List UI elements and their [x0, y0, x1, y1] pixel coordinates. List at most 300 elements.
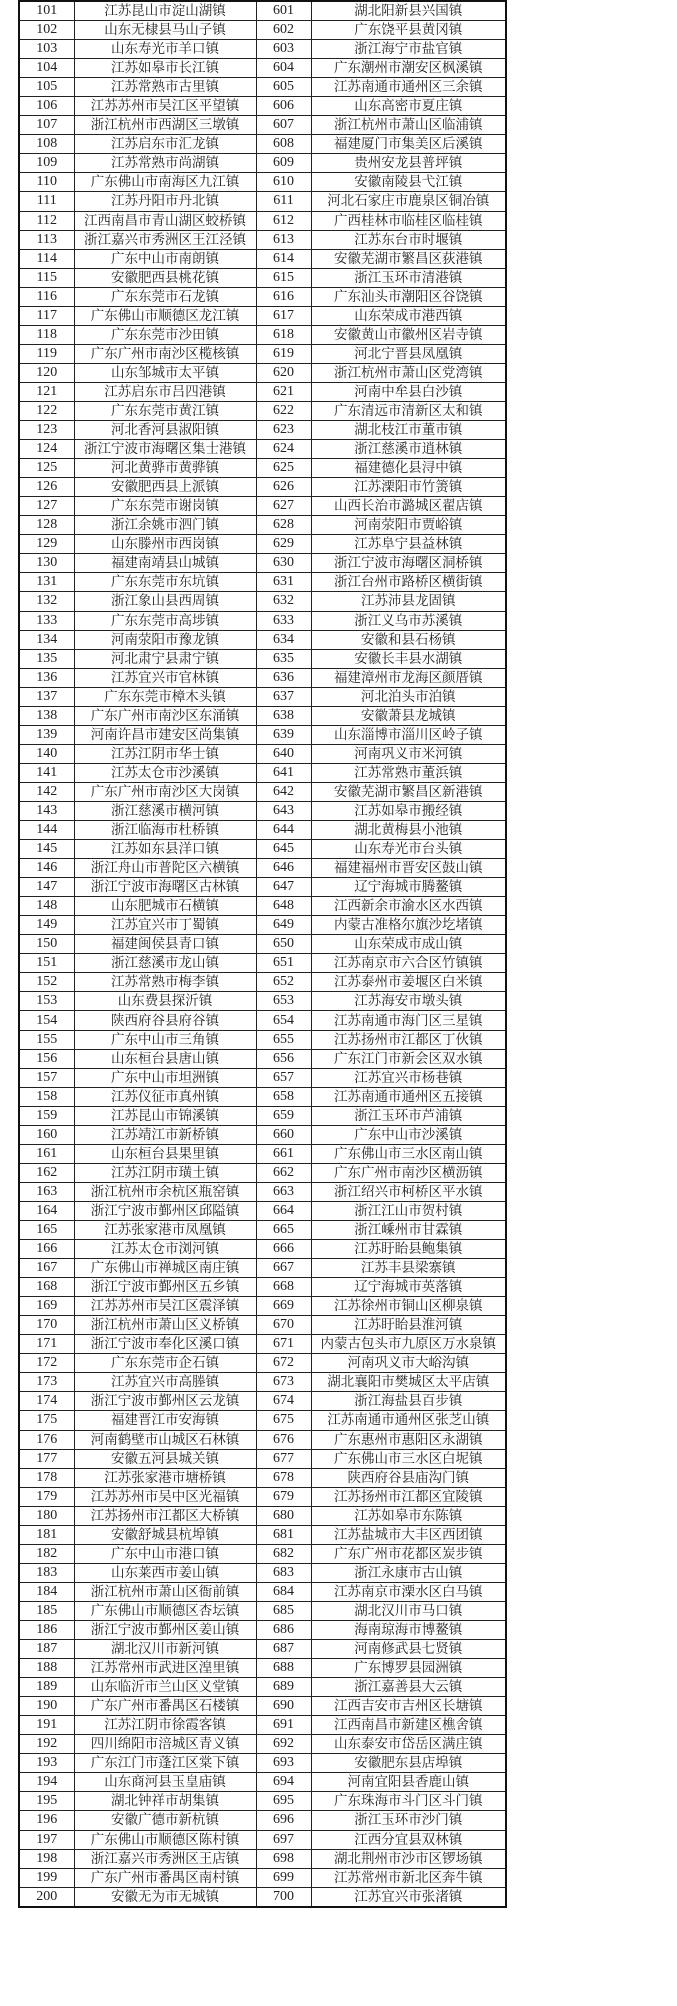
town-name-left: 浙江宁波市鄞州区姜山镇	[74, 1620, 256, 1639]
table-row	[19, 40, 506, 59]
town-name-right: 河南巩义市大峪沟镇	[311, 1354, 506, 1373]
table-row	[19, 1582, 506, 1601]
town-name-left: 江苏如皋市长江镇	[74, 59, 256, 78]
rank-left: 155	[19, 1030, 74, 1049]
town-ranking-table	[18, 0, 507, 1908]
table-row	[19, 1, 506, 21]
town-name-right: 浙江玉环市沙门镇	[311, 1811, 506, 1830]
town-name-right: 安徽芜湖市繁昌区荻港镇	[311, 249, 506, 268]
town-name-right: 河南宜阳县香鹿山镇	[311, 1773, 506, 1792]
rank-left: 132	[19, 592, 74, 611]
town-name-left: 河北香河县淑阳镇	[74, 421, 256, 440]
rank-left: 184	[19, 1582, 74, 1601]
rank-right: 675	[256, 1411, 311, 1430]
table-row	[19, 116, 506, 135]
town-name-left: 江苏扬州市江都区大桥镇	[74, 1506, 256, 1525]
town-name-left: 江苏张家港市凤凰镇	[74, 1221, 256, 1240]
rank-left: 193	[19, 1754, 74, 1773]
town-name-left: 广东佛山市南海区九江镇	[74, 173, 256, 192]
rank-left: 130	[19, 554, 74, 573]
rank-left: 111	[19, 192, 74, 211]
town-name-right: 安徽和县石杨镇	[311, 630, 506, 649]
town-name-left: 广东广州市番禺区南村镇	[74, 1868, 256, 1887]
town-name-right: 广东珠海市斗门区斗门镇	[311, 1792, 506, 1811]
rank-right: 692	[256, 1735, 311, 1754]
table-row	[19, 1373, 506, 1392]
town-name-left: 浙江杭州市萧山区衙前镇	[74, 1582, 256, 1601]
rank-left: 198	[19, 1849, 74, 1868]
rank-left: 168	[19, 1278, 74, 1297]
table-row	[19, 630, 506, 649]
rank-left: 176	[19, 1430, 74, 1449]
rank-left: 161	[19, 1144, 74, 1163]
rank-left: 174	[19, 1392, 74, 1411]
town-name-left: 浙江宁波市海曙区集士港镇	[74, 440, 256, 459]
town-name-right: 广东中山市沙溪镇	[311, 1125, 506, 1144]
town-name-left: 广东中山市坦洲镇	[74, 1068, 256, 1087]
rank-right: 663	[256, 1182, 311, 1201]
town-name-right: 江苏南通市通州区张芝山镇	[311, 1411, 506, 1430]
table-row	[19, 1240, 506, 1259]
town-name-left: 广东江门市蓬江区棠下镇	[74, 1754, 256, 1773]
rank-right: 688	[256, 1659, 311, 1678]
town-name-left: 浙江宁波市奉化区溪口镇	[74, 1335, 256, 1354]
rank-left: 101	[19, 1, 74, 21]
town-name-left: 安徽肥西县上派镇	[74, 478, 256, 497]
rank-right: 635	[256, 649, 311, 668]
town-name-left: 浙江嘉兴市秀洲区王店镇	[74, 1849, 256, 1868]
rank-right: 646	[256, 859, 311, 878]
rank-right: 655	[256, 1030, 311, 1049]
rank-left: 143	[19, 801, 74, 820]
rank-right: 619	[256, 344, 311, 363]
town-name-right: 浙江杭州市萧山区党湾镇	[311, 363, 506, 382]
town-name-left: 河北肃宁县肃宁镇	[74, 649, 256, 668]
town-name-left: 山东肥城市石横镇	[74, 897, 256, 916]
rank-right: 696	[256, 1811, 311, 1830]
rank-left: 194	[19, 1773, 74, 1792]
rank-left: 121	[19, 382, 74, 401]
town-name-right: 河南中牟县白沙镇	[311, 382, 506, 401]
rank-right: 622	[256, 401, 311, 420]
town-name-right: 河南荥阳市贾峪镇	[311, 516, 506, 535]
table-row	[19, 497, 506, 516]
rank-right: 632	[256, 592, 311, 611]
table-row	[19, 897, 506, 916]
rank-right: 672	[256, 1354, 311, 1373]
town-name-left: 江苏昆山市淀山湖镇	[74, 1, 256, 21]
table-row	[19, 859, 506, 878]
town-name-right: 河北宁晋县凤凰镇	[311, 344, 506, 363]
town-name-left: 河南许昌市建安区尚集镇	[74, 725, 256, 744]
rank-right: 700	[256, 1887, 311, 1907]
rank-right: 686	[256, 1620, 311, 1639]
town-name-left: 广东佛山市顺德区陈村镇	[74, 1830, 256, 1849]
town-name-right: 浙江嘉善县大云镇	[311, 1678, 506, 1697]
table-row	[19, 1297, 506, 1316]
rank-right: 614	[256, 249, 311, 268]
rank-left: 108	[19, 135, 74, 154]
table-row	[19, 421, 506, 440]
rank-left: 120	[19, 363, 74, 382]
table-row	[19, 440, 506, 459]
town-name-right: 广东广州市花都区炭步镇	[311, 1544, 506, 1563]
rank-left: 123	[19, 421, 74, 440]
rank-left: 144	[19, 821, 74, 840]
rank-right: 654	[256, 1011, 311, 1030]
rank-left: 107	[19, 116, 74, 135]
rank-right: 628	[256, 516, 311, 535]
town-name-right: 广东江门市新会区双水镇	[311, 1049, 506, 1068]
town-name-left: 江苏江阴市徐霞客镇	[74, 1716, 256, 1735]
town-name-left: 江苏昆山市锦溪镇	[74, 1106, 256, 1125]
rank-left: 158	[19, 1087, 74, 1106]
town-name-left: 山东滕州市西岗镇	[74, 535, 256, 554]
town-name-right: 江苏常州市新北区奔牛镇	[311, 1868, 506, 1887]
town-name-right: 江苏泰州市姜堰区白米镇	[311, 973, 506, 992]
rank-right: 644	[256, 821, 311, 840]
rank-left: 191	[19, 1716, 74, 1735]
table-row	[19, 344, 506, 363]
rank-right: 601	[256, 1, 311, 21]
table-row	[19, 1354, 506, 1373]
rank-left: 129	[19, 535, 74, 554]
town-name-right: 浙江玉环市清港镇	[311, 268, 506, 287]
table-row	[19, 821, 506, 840]
town-name-left: 山东无棣县马山子镇	[74, 21, 256, 40]
town-name-right: 浙江海宁市盐官镇	[311, 40, 506, 59]
table-row	[19, 1754, 506, 1773]
rank-left: 112	[19, 211, 74, 230]
rank-left: 175	[19, 1411, 74, 1430]
rank-right: 664	[256, 1201, 311, 1220]
town-name-left: 福建闽侯县青口镇	[74, 935, 256, 954]
town-name-left: 河南鹤壁市山城区石林镇	[74, 1430, 256, 1449]
rank-right: 617	[256, 306, 311, 325]
table-row	[19, 611, 506, 630]
rank-right: 652	[256, 973, 311, 992]
rank-left: 148	[19, 897, 74, 916]
rank-left: 124	[19, 440, 74, 459]
rank-right: 668	[256, 1278, 311, 1297]
table-row	[19, 459, 506, 478]
town-name-right: 山东荣成市港西镇	[311, 306, 506, 325]
rank-right: 684	[256, 1582, 311, 1601]
rank-left: 113	[19, 230, 74, 249]
rank-right: 641	[256, 763, 311, 782]
town-name-right: 江苏常熟市董浜镇	[311, 763, 506, 782]
rank-right: 683	[256, 1563, 311, 1582]
table-row	[19, 325, 506, 344]
rank-left: 154	[19, 1011, 74, 1030]
rank-right: 645	[256, 840, 311, 859]
town-name-right: 江苏东台市时堰镇	[311, 230, 506, 249]
town-name-left: 湖北钟祥市胡集镇	[74, 1792, 256, 1811]
table-row	[19, 1678, 506, 1697]
rank-right: 679	[256, 1487, 311, 1506]
town-name-right: 江苏如皋市东陈镇	[311, 1506, 506, 1525]
town-name-right: 浙江义乌市苏溪镇	[311, 611, 506, 630]
town-name-right: 江苏宜兴市张渚镇	[311, 1887, 506, 1907]
table-row	[19, 1887, 506, 1907]
town-name-left: 江苏太仓市沙溪镇	[74, 763, 256, 782]
rank-right: 640	[256, 744, 311, 763]
town-name-right: 江苏南通市通州区五接镇	[311, 1087, 506, 1106]
rank-right: 698	[256, 1849, 311, 1868]
town-name-right: 辽宁海城市腾鳌镇	[311, 878, 506, 897]
town-name-left: 湖北汉川市新河镇	[74, 1640, 256, 1659]
rank-right: 624	[256, 440, 311, 459]
town-name-right: 安徽芜湖市繁昌区新港镇	[311, 782, 506, 801]
table-row	[19, 1773, 506, 1792]
table-row	[19, 230, 506, 249]
town-name-left: 广东佛山市禅城区南庄镇	[74, 1259, 256, 1278]
town-name-left: 山东临沂市兰山区义堂镇	[74, 1678, 256, 1697]
town-name-left: 广东东莞市企石镇	[74, 1354, 256, 1373]
table-row	[19, 1030, 506, 1049]
rank-left: 136	[19, 668, 74, 687]
table-row	[19, 1335, 506, 1354]
rank-right: 633	[256, 611, 311, 630]
rank-left: 181	[19, 1525, 74, 1544]
table-row	[19, 573, 506, 592]
town-name-right: 江苏宜兴市杨巷镇	[311, 1068, 506, 1087]
town-name-right: 湖北汉川市马口镇	[311, 1601, 506, 1620]
table-row	[19, 954, 506, 973]
town-name-left: 浙江宁波市鄞州区云龙镇	[74, 1392, 256, 1411]
table-row	[19, 1620, 506, 1639]
town-name-right: 江西南昌市新建区樵舍镇	[311, 1716, 506, 1735]
table-row	[19, 744, 506, 763]
town-name-right: 浙江海盐县百步镇	[311, 1392, 506, 1411]
table-row	[19, 668, 506, 687]
rank-right: 653	[256, 992, 311, 1011]
rank-right: 681	[256, 1525, 311, 1544]
rank-right: 638	[256, 706, 311, 725]
town-name-left: 安徽广德市新杭镇	[74, 1811, 256, 1830]
table-row	[19, 306, 506, 325]
town-name-left: 安徽肥西县桃花镇	[74, 268, 256, 287]
rank-left: 135	[19, 649, 74, 668]
rank-left: 183	[19, 1563, 74, 1582]
rank-right: 603	[256, 40, 311, 59]
town-name-left: 江苏苏州市吴中区光福镇	[74, 1487, 256, 1506]
town-name-left: 浙江象山县西周镇	[74, 592, 256, 611]
town-name-left: 山东邹城市太平镇	[74, 363, 256, 382]
town-name-right: 浙江玉环市芦浦镇	[311, 1106, 506, 1125]
town-name-right: 辽宁海城市英落镇	[311, 1278, 506, 1297]
town-name-left: 山东桓台县果里镇	[74, 1144, 256, 1163]
table-row	[19, 1125, 506, 1144]
table-row	[19, 1563, 506, 1582]
rank-left: 134	[19, 630, 74, 649]
town-name-left: 福建南靖县山城镇	[74, 554, 256, 573]
rank-right: 616	[256, 287, 311, 306]
town-name-right: 浙江永康市古山镇	[311, 1563, 506, 1582]
town-name-left: 江苏丹阳市丹北镇	[74, 192, 256, 211]
rank-left: 165	[19, 1221, 74, 1240]
town-name-right: 山西长治市潞城区翟店镇	[311, 497, 506, 516]
table-row	[19, 1259, 506, 1278]
town-name-right: 山东高密市夏庄镇	[311, 97, 506, 116]
town-name-left: 安徽五河县城关镇	[74, 1449, 256, 1468]
town-name-left: 江苏靖江市新桥镇	[74, 1125, 256, 1144]
rank-right: 657	[256, 1068, 311, 1087]
rank-right: 667	[256, 1259, 311, 1278]
table-row	[19, 21, 506, 40]
rank-right: 631	[256, 573, 311, 592]
rank-left: 166	[19, 1240, 74, 1259]
rank-left: 146	[19, 859, 74, 878]
rank-right: 610	[256, 173, 311, 192]
rank-left: 105	[19, 78, 74, 97]
table-row	[19, 478, 506, 497]
rank-left: 109	[19, 154, 74, 173]
town-name-left: 浙江杭州市余杭区瓶窑镇	[74, 1182, 256, 1201]
rank-right: 621	[256, 382, 311, 401]
table-row	[19, 763, 506, 782]
town-name-right: 贵州安龙县普坪镇	[311, 154, 506, 173]
rank-left: 177	[19, 1449, 74, 1468]
table-row	[19, 1697, 506, 1716]
rank-left: 126	[19, 478, 74, 497]
table-row	[19, 59, 506, 78]
town-name-left: 广东广州市南沙区东涌镇	[74, 706, 256, 725]
town-name-left: 江苏宜兴市丁蜀镇	[74, 916, 256, 935]
town-name-left: 四川绵阳市涪城区青义镇	[74, 1735, 256, 1754]
town-name-right: 湖北枝江市董市镇	[311, 421, 506, 440]
town-name-right: 安徽南陵县弋江镇	[311, 173, 506, 192]
town-name-left: 浙江临海市杜桥镇	[74, 821, 256, 840]
town-name-right: 湖北黄梅县小池镇	[311, 821, 506, 840]
table-row	[19, 1735, 506, 1754]
town-name-left: 山东商河县玉皇庙镇	[74, 1773, 256, 1792]
town-name-left: 浙江嘉兴市秀洲区王江泾镇	[74, 230, 256, 249]
table-row	[19, 1601, 506, 1620]
rank-left: 179	[19, 1487, 74, 1506]
rank-left: 145	[19, 840, 74, 859]
table-row	[19, 1659, 506, 1678]
rank-left: 197	[19, 1830, 74, 1849]
rank-right: 649	[256, 916, 311, 935]
rank-left: 104	[19, 59, 74, 78]
rank-right: 676	[256, 1430, 311, 1449]
table-row	[19, 173, 506, 192]
town-name-right: 安徽萧县龙城镇	[311, 706, 506, 725]
rank-left: 125	[19, 459, 74, 478]
rank-right: 630	[256, 554, 311, 573]
town-name-right: 广东潮州市潮安区枫溪镇	[311, 59, 506, 78]
rank-right: 648	[256, 897, 311, 916]
town-name-right: 浙江绍兴市柯桥区平水镇	[311, 1182, 506, 1201]
rank-left: 159	[19, 1106, 74, 1125]
town-name-left: 广东中山市南朗镇	[74, 249, 256, 268]
table-row	[19, 1201, 506, 1220]
town-name-left: 广东广州市南沙区榄核镇	[74, 344, 256, 363]
rank-right: 671	[256, 1335, 311, 1354]
rank-left: 117	[19, 306, 74, 325]
table-row	[19, 840, 506, 859]
town-name-left: 山东桓台县唐山镇	[74, 1049, 256, 1068]
rank-right: 689	[256, 1678, 311, 1697]
rank-left: 116	[19, 287, 74, 306]
rank-right: 670	[256, 1316, 311, 1335]
rank-left: 185	[19, 1601, 74, 1620]
rank-left: 200	[19, 1887, 74, 1907]
town-name-left: 江苏张家港市塘桥镇	[74, 1468, 256, 1487]
town-name-right: 广东清远市清新区太和镇	[311, 401, 506, 420]
town-name-right: 浙江台州市路桥区横街镇	[311, 573, 506, 592]
town-name-left: 浙江舟山市普陀区六横镇	[74, 859, 256, 878]
table-row	[19, 1411, 506, 1430]
rank-left: 199	[19, 1868, 74, 1887]
town-name-right: 江苏盱眙县淮河镇	[311, 1316, 506, 1335]
town-name-left: 江苏宜兴市高塍镇	[74, 1373, 256, 1392]
table-row	[19, 401, 506, 420]
town-name-left: 广东东莞市樟木头镇	[74, 687, 256, 706]
town-name-right: 湖北阳新县兴国镇	[311, 1, 506, 21]
town-name-left: 江苏江阴市华士镇	[74, 744, 256, 763]
rank-left: 164	[19, 1201, 74, 1220]
rank-right: 666	[256, 1240, 311, 1259]
table-row	[19, 1316, 506, 1335]
town-name-left: 浙江慈溪市横河镇	[74, 801, 256, 820]
rank-right: 669	[256, 1297, 311, 1316]
town-name-right: 安徽肥东县店埠镇	[311, 1754, 506, 1773]
rank-left: 138	[19, 706, 74, 725]
rank-right: 602	[256, 21, 311, 40]
rank-left: 149	[19, 916, 74, 935]
town-name-right: 浙江江山市贺村镇	[311, 1201, 506, 1220]
table-row	[19, 1811, 506, 1830]
rank-right: 637	[256, 687, 311, 706]
rank-right: 656	[256, 1049, 311, 1068]
town-name-left: 广东广州市南沙区大岗镇	[74, 782, 256, 801]
town-name-left: 山东寿光市羊口镇	[74, 40, 256, 59]
table-row	[19, 268, 506, 287]
table-row	[19, 801, 506, 820]
town-name-right: 河北石家庄市鹿泉区铜冶镇	[311, 192, 506, 211]
rank-left: 153	[19, 992, 74, 1011]
table-row	[19, 1830, 506, 1849]
rank-left: 186	[19, 1620, 74, 1639]
town-name-right: 安徽黄山市徽州区岩寺镇	[311, 325, 506, 344]
rank-right: 659	[256, 1106, 311, 1125]
rank-right: 642	[256, 782, 311, 801]
rank-right: 694	[256, 1773, 311, 1792]
rank-right: 697	[256, 1830, 311, 1849]
rank-left: 142	[19, 782, 74, 801]
rank-left: 163	[19, 1182, 74, 1201]
town-name-left: 江苏启东市吕四港镇	[74, 382, 256, 401]
town-name-left: 广东东莞市黄江镇	[74, 401, 256, 420]
table-row	[19, 1716, 506, 1735]
rank-left: 140	[19, 744, 74, 763]
table-row	[19, 1468, 506, 1487]
table-row	[19, 592, 506, 611]
town-name-right: 江苏南京市六合区竹镇镇	[311, 954, 506, 973]
town-name-left: 江西南昌市青山湖区蛟桥镇	[74, 211, 256, 230]
rank-left: 141	[19, 763, 74, 782]
town-name-left: 江苏苏州市吴江区平望镇	[74, 97, 256, 116]
rank-left: 114	[19, 249, 74, 268]
rank-left: 127	[19, 497, 74, 516]
town-name-right: 河南巩义市米河镇	[311, 744, 506, 763]
town-name-left: 浙江宁波市鄞州区邱隘镇	[74, 1201, 256, 1220]
town-name-left: 广东东莞市沙田镇	[74, 325, 256, 344]
town-name-right: 江苏丰县梁寨镇	[311, 1259, 506, 1278]
town-name-left: 浙江慈溪市龙山镇	[74, 954, 256, 973]
